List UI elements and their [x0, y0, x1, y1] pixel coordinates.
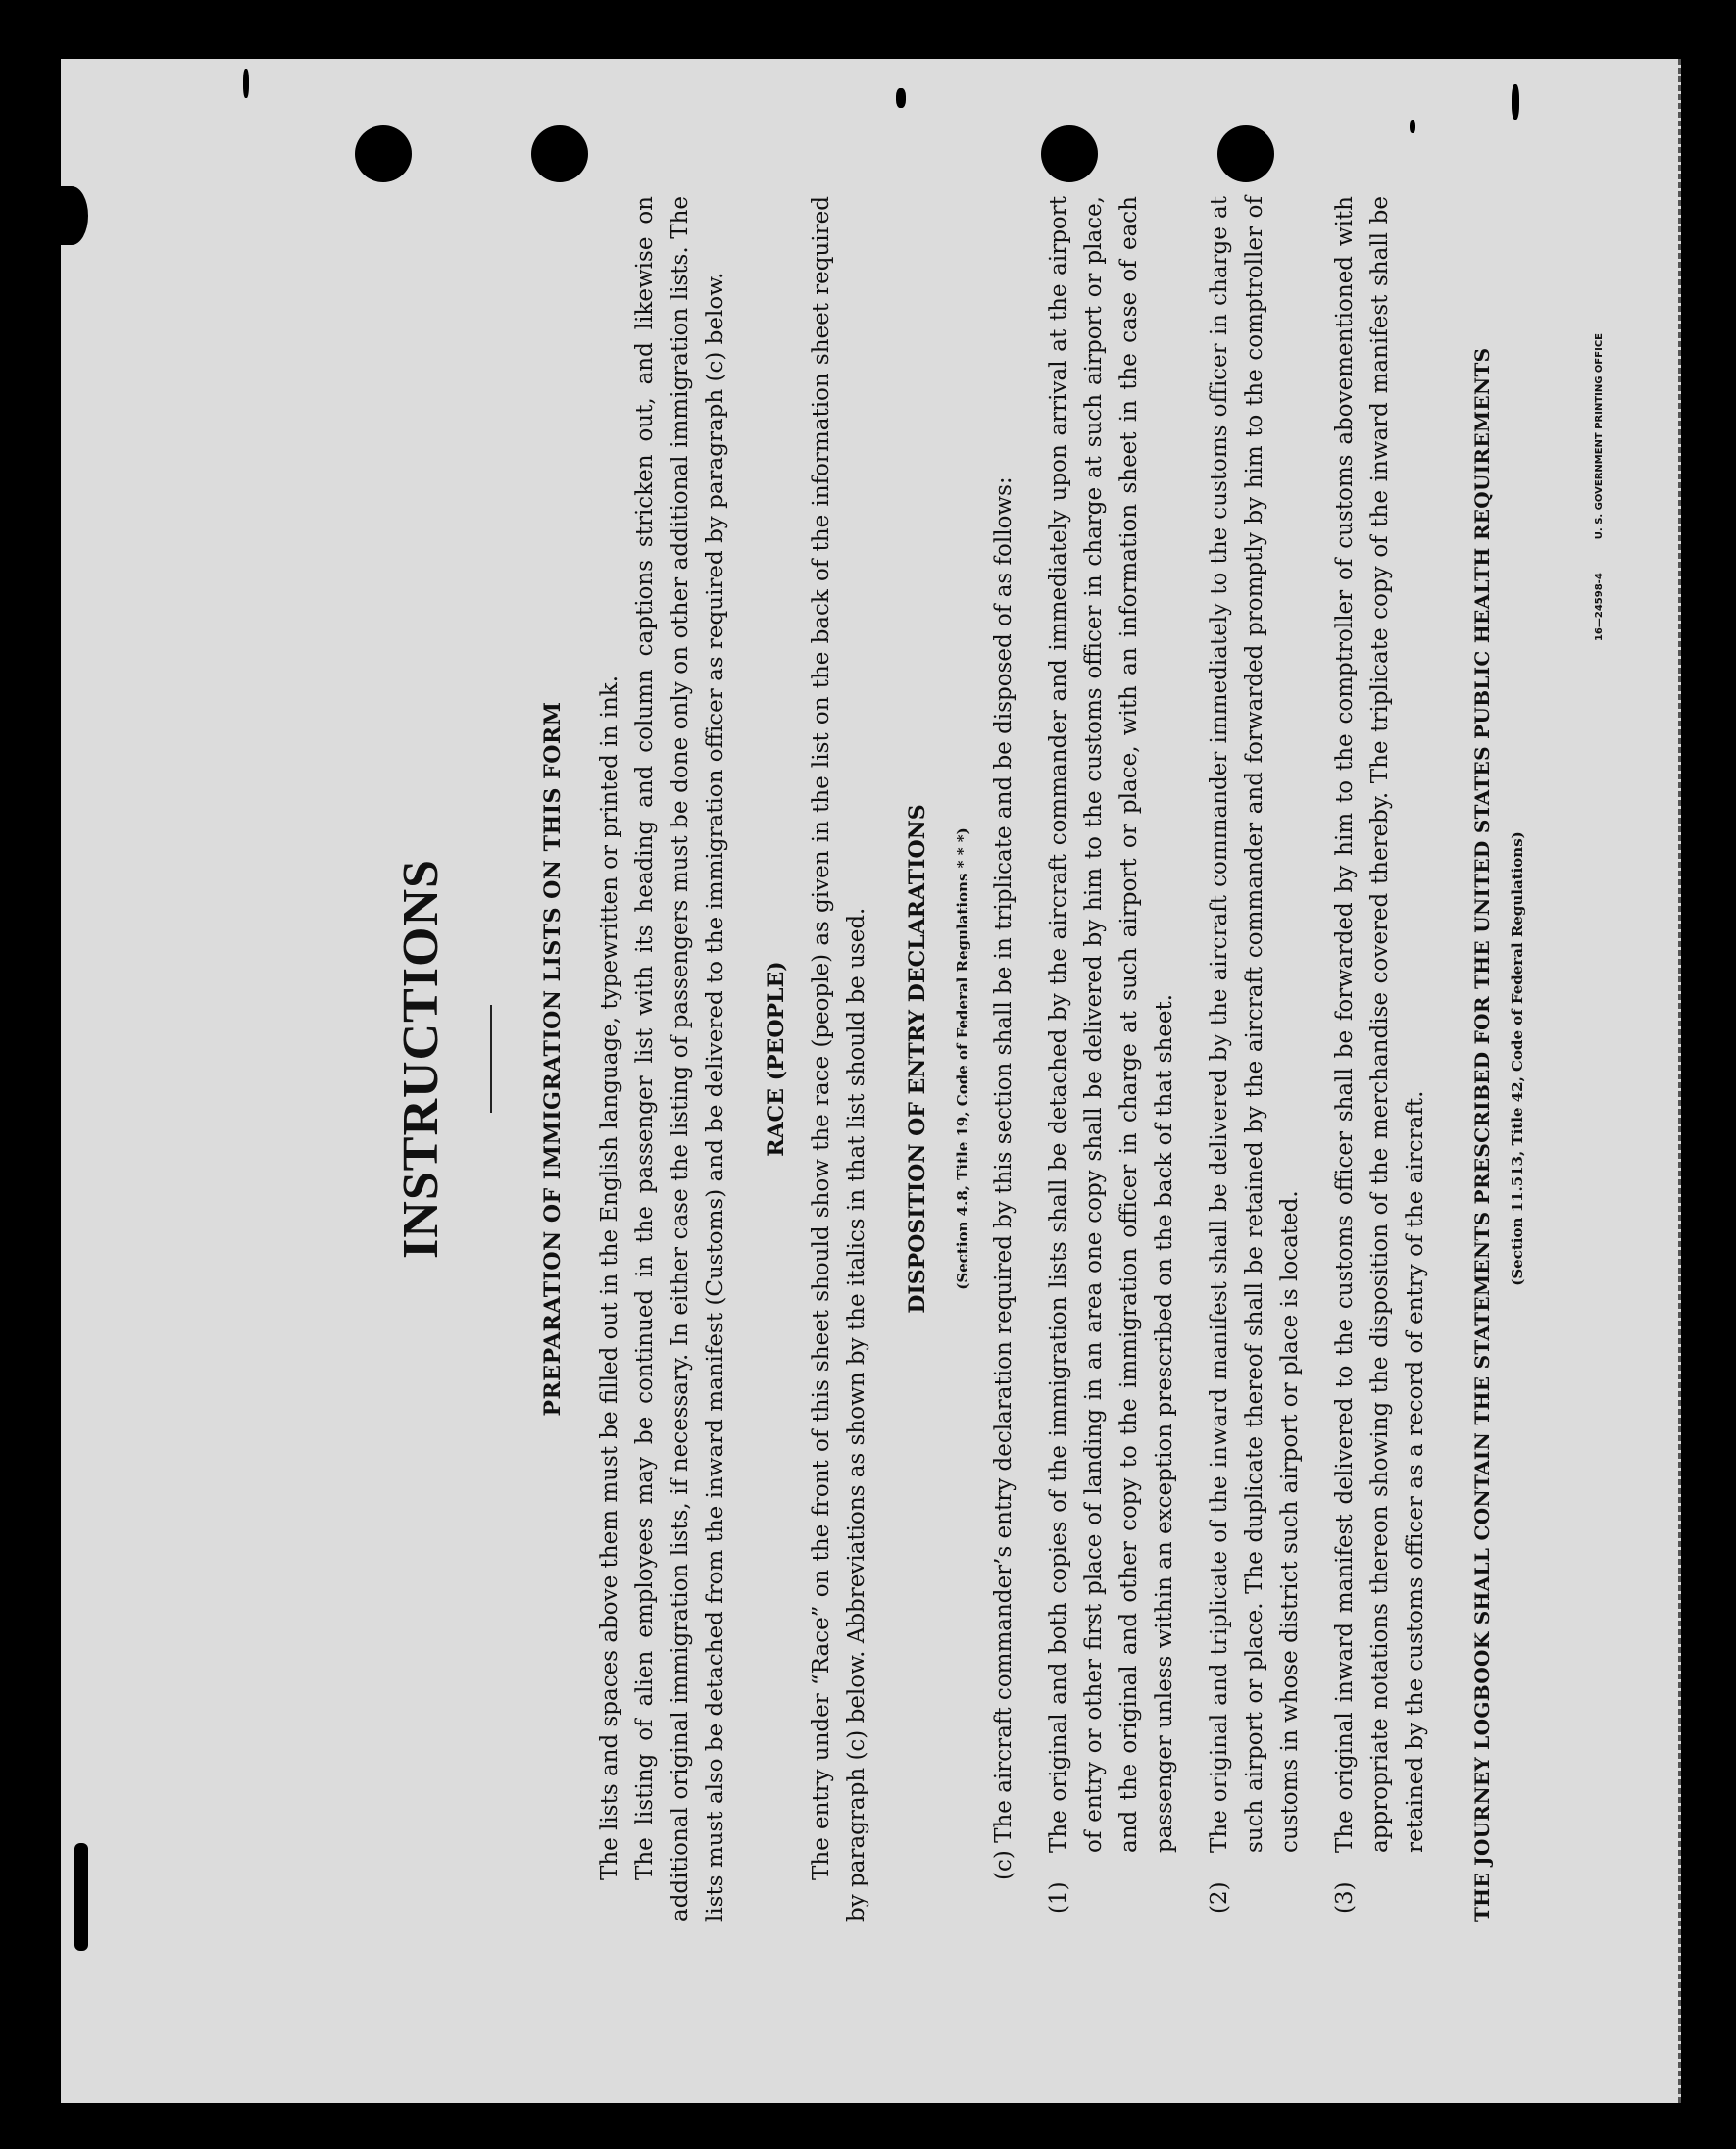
punch-hole-2: [531, 125, 588, 182]
page-title: INSTRUCTIONS: [393, 859, 449, 1259]
punch-hole-1: [355, 125, 412, 182]
form-number: 16—24598-4: [1594, 573, 1605, 642]
printer-name: U. S. GOVERNMENT PRINTING OFFICE: [1594, 333, 1605, 540]
punch-hole-3: [1041, 125, 1098, 182]
punch-hole-4: [1217, 125, 1274, 182]
health-requirements-citation: (Section 11.513, Title 42, Code of Federal Regulations): [1509, 831, 1526, 1286]
item-text: The original inward manifest delivered to the customs officer shall be forwarded by him to the comptroller of customs abovementioned with appropriate notations thereon showing the disposition of the merchandise covered thereby. The triplicate copy of the inward manifest shall be retained by the customs officer as a record of entry of the aircraft.: [1332, 196, 1428, 1853]
disposition-heading: DISPOSITION OF ENTRY DECLARATIONS: [905, 804, 930, 1314]
race-paragraph: The entry under “Race” on the front of this sheet should show the race (people) as given in the list on the back of the information sheet required by paragraph (c) below. Abbreviations as shown by the italics in that list should be used.: [809, 196, 869, 1922]
preparation-paragraph-1: The lists and spaces above them must be filled out in the English language, typewritten or printed in ink.: [597, 675, 622, 1880]
race-heading: RACE (PEOPLE): [764, 961, 789, 1157]
list-item: [1327, 196, 1433, 1922]
ink-speck: [243, 69, 249, 98]
preparation-heading: PREPARATION OF IMMIGRATION LISTS ON THIS FORM: [540, 701, 566, 1417]
title-rule: [490, 1005, 492, 1113]
ink-speck: [1410, 120, 1415, 133]
item-number: (2): [1207, 1881, 1232, 1914]
preparation-paragraph-2: The listing of alien employees may be continued in the passenger list with its heading and column captions stricken out, and likewise on additional original immigration lists, if necessary. In either case the listing of passengers must be done only on other additional immigration lists. The lists must also be detached from the inward manifest (Customs) and be delivered to the immigration officer as required by paragraph (c) below.: [632, 196, 728, 1922]
ink-speck: [896, 88, 906, 108]
paragraph-c: [986, 196, 1021, 1922]
item-text: The original and both copies of the immigration lists shall be detached by the aircraft commander and immediately upon arrival at the airport of entry or other first place of landing in an area one copy shall be delivered by him to the customs officer in charge at such airport or place, and the original and other copy to the immigration officer in charge at such airport or place, with an information sheet in the case of each passenger unless within an exception prescribed on the back of that sheet.: [1046, 196, 1177, 1853]
paragraph-c-label: (c): [991, 1850, 1017, 1880]
health-requirements-statement: THE JOURNEY LOGBOOK SHALL CONTAIN THE STATEMENTS PRESCRIBED FOR THE UNITED STATES PUBLIC HEALTH REQUIREMENTS: [1470, 347, 1494, 1922]
disposition-citation: (Section 4.8, Title 19, Code of Federal Regulations * * *): [954, 827, 971, 1290]
paragraph-c-text: The aircraft commander’s entry declaration required by this section shall be in triplicate and be disposed of as follows:: [991, 476, 1017, 1843]
item-number: (1): [1046, 1881, 1071, 1914]
item-text: The original and triplicate of the inward manifest shall be delivered by the aircraft commander immediately to the customs officer in charge at such airport or place. The duplicate thereof shall be retained by the aircraft commander and forwarded promptly by him to the comptroller of customs in whose district such airport or place is located.: [1207, 196, 1303, 1853]
list-item: [1202, 196, 1308, 1922]
ink-speck: [1512, 84, 1519, 120]
printer-imprint: [1582, 196, 1617, 1922]
edge-tear: [74, 1843, 88, 1951]
item-number: (3): [1332, 1881, 1358, 1914]
rotated-instructions: [392, 196, 1605, 1922]
list-item: [1041, 196, 1182, 1922]
edge-tear: [55, 186, 88, 245]
